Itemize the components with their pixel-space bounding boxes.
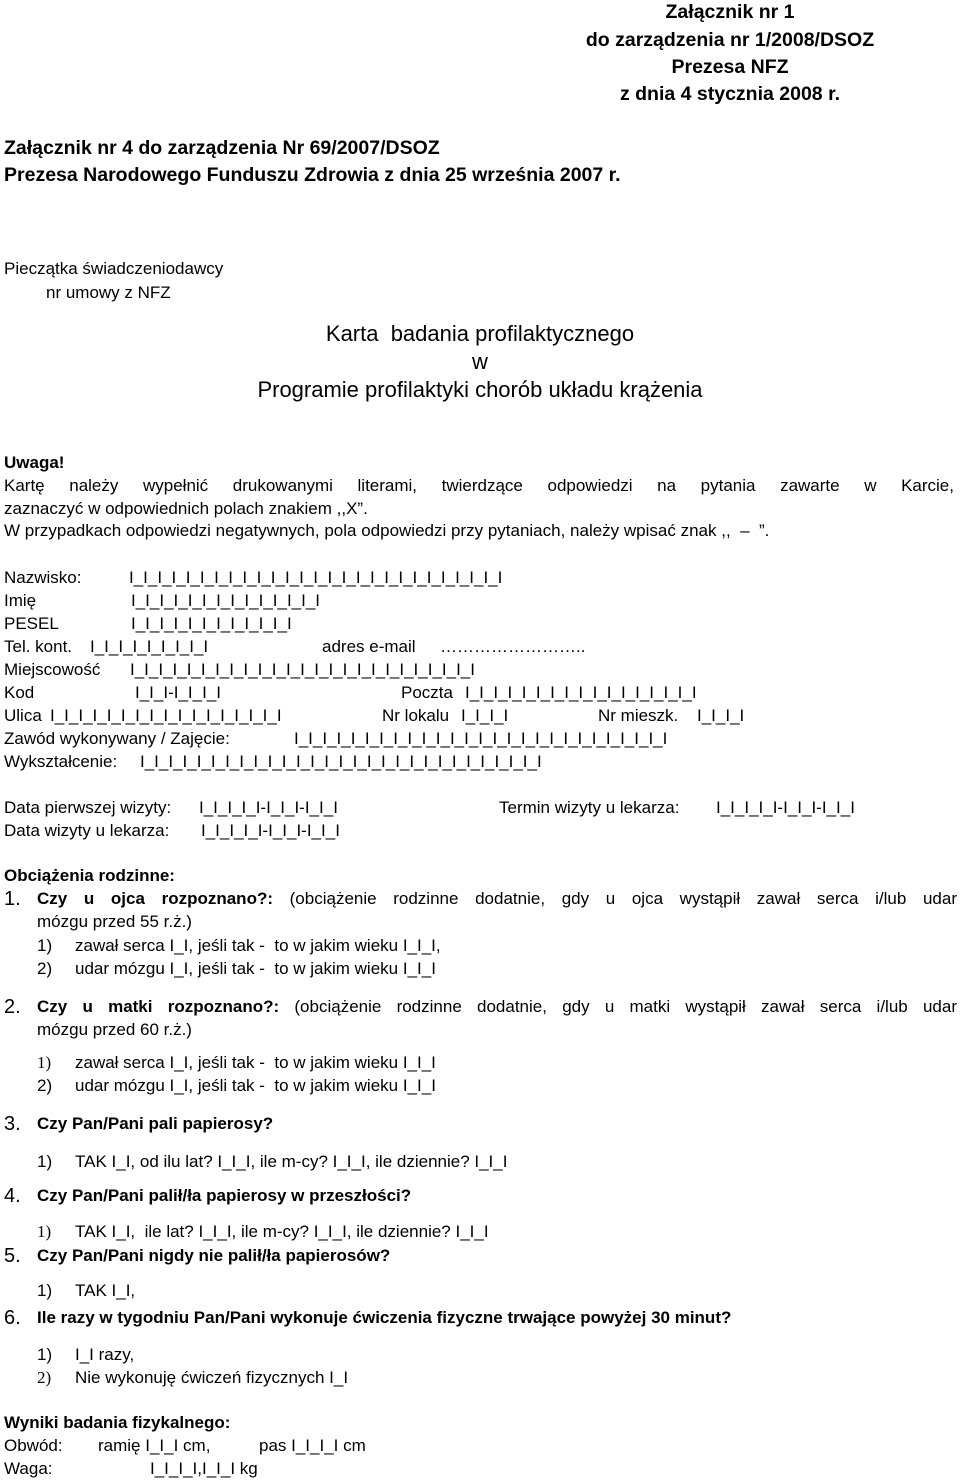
name-label: Imię (4, 591, 37, 610)
pesel-label: PESEL (4, 614, 59, 633)
postcode-label: Kod (4, 683, 35, 702)
surname-field[interactable]: I_I_I_I_I_I_I_I_I_I_I_I_I_I_I_I_I_I_I_I_I_I_I_I_I_I_I (129, 568, 503, 587)
q2-note: (obciążenie rodzinne dodatnie, gdy u matki wystąpił zawał serca i/lub udar (279, 997, 957, 1016)
card-title-line1: Karta badania profilaktycznego (325, 321, 635, 346)
flat-field[interactable]: I_I_I_I (461, 706, 509, 725)
q5-answer1-num: 1) (37, 1281, 53, 1300)
q1-answer2[interactable]: udar mózgu I_I, jeśli tak - to w jakim wieku I_I_I (75, 959, 436, 978)
notice-heading: Uwaga! (4, 453, 65, 472)
q6-answer1[interactable]: I_I razy, (75, 1345, 135, 1364)
q1-note: (obciążenie rodzinne dodatnie, gdy u ojca wystąpił zawał serca i/lub udar (273, 889, 957, 908)
doctor-term-label: Termin wizyty u lekarza: (499, 798, 680, 817)
q2-answer1[interactable]: zawał serca I_I, jeśli tak - to w jakim wieku I_I_I (75, 1053, 436, 1072)
q2-number: 2. (4, 996, 21, 1018)
q1-text (37, 889, 957, 909)
q2-question: Czy u matki rozpoznano?: (37, 997, 280, 1016)
annex-top-line2: do zarządzenia nr 1/2008/DSOZ (585, 29, 875, 51)
q3-answer1-num: 1) (37, 1152, 53, 1171)
annex-top-line4: z dnia 4 stycznia 2008 r. (619, 83, 841, 105)
flat-label: Nr lokalu (382, 706, 450, 725)
q2-answer2[interactable]: udar mózgu I_I, jeśli tak - to w jakim wieku I_I_I (75, 1076, 436, 1095)
card-title-line3: Programie profilaktyki chorób układu krążenia (257, 377, 703, 402)
pesel-field[interactable]: I_I_I_I_I_I_I_I_I_I_I_I (131, 614, 292, 633)
q3-number: 3. (4, 1113, 21, 1135)
stamp-line1: Pieczątka świadczeniodawcy (4, 259, 224, 278)
annex-top-line1: Załącznik nr 1 (665, 1, 795, 23)
q4-number: 4. (4, 1185, 21, 1207)
q6-answer1-num: 1) (37, 1345, 53, 1364)
first-visit-label: Data pierwszej wizyty: (4, 798, 172, 817)
q4-answer1[interactable]: TAK I_I, ile lat? I_I_I, ile m-cy? I_I_I, ile dziennie? I_I_I (75, 1222, 489, 1241)
q6-answer2-num: 2) (37, 1368, 52, 1387)
arm-field[interactable]: ramię I_I_I cm, (98, 1436, 211, 1455)
doctor-visit-label: Data wizyty u lekarza: (4, 821, 170, 840)
q4-answer1-num: 1) (37, 1222, 52, 1241)
annex-4-line1: Załącznik nr 4 do zarządzenia Nr 69/2007/DSOZ (4, 137, 440, 159)
q1-question: Czy u ojca rozpoznano?: (37, 889, 273, 908)
occupation-field[interactable]: I_I_I_I_I_I_I_I_I_I_I_I_I_I_I_I_I_I_I_I_I_I_I_I_I_I_I (294, 729, 668, 748)
q2-answer1-num: 1) (37, 1053, 52, 1072)
q6-number: 6. (4, 1307, 21, 1329)
q1-answer2-num: 2) (37, 959, 53, 978)
education-label: Wykształcenie: (4, 752, 118, 771)
q6-answer2[interactable]: Nie wykonuję ćwiczeń fizycznych I_I (75, 1368, 349, 1387)
email-label: adres e-mail (322, 637, 416, 656)
notice-para1-line2: zaznaczyć w odpowiednich polach znakiem ,,X”. (4, 499, 368, 518)
q1-number: 1. (4, 888, 21, 910)
street-label: Ulica (4, 706, 42, 725)
name-field[interactable]: I_I_I_I_I_I_I_I_I_I_I_I_I_I (131, 591, 321, 610)
post-office-field[interactable]: I_I_I_I_I_I_I_I_I_I_I_I_I_I_I_I_I (465, 683, 697, 702)
annex-4-line2: Prezesa Narodowego Funduszu Zdrowia z dnia 25 września 2007 r. (4, 164, 621, 186)
q5-answer1[interactable]: TAK I_I, (75, 1281, 136, 1300)
tel-label: Tel. kont. (4, 637, 73, 656)
q5-number: 5. (4, 1245, 21, 1267)
q3-answer1[interactable]: TAK I_I, od ilu lat? I_I_I, ile m-cy? I_I_I, ile dziennie? I_I_I (75, 1152, 508, 1171)
house-label: Nr mieszk. (598, 706, 679, 725)
weight-label: Waga: (4, 1459, 53, 1478)
circumference-label: Obwód: (4, 1436, 63, 1455)
physical-heading: Wyniki badania fizykalnego: (4, 1413, 231, 1432)
notice-para2: W przypadkach odpowiedzi negatywnych, pola odpowiedzi przy pytaniach, należy wpisać znak ,, – ”. (4, 521, 770, 540)
house-field[interactable]: I_I_I_I (697, 706, 745, 725)
stamp-line2: nr umowy z NFZ (46, 283, 171, 302)
city-label: Miejscowość (4, 660, 101, 679)
q1-text-line2: mózgu przed 55 r.ż.) (37, 912, 192, 931)
q3-question: Czy Pan/Pani pali papierosy? (37, 1114, 274, 1133)
weight-field[interactable]: I_I_I_I,I_I_I kg (150, 1459, 258, 1478)
surname-label: Nazwisko: (4, 568, 82, 587)
notice-para1-line1: Kartę należy wypełnić drukowanymi literami, twierdzące odpowiedzi na pytania zawarte w Karcie, (4, 476, 954, 495)
post-office-label: Poczta (401, 683, 453, 702)
q6-question: Ile razy w tygodniu Pan/Pani wykonuje ćwiczenia fizyczne trwające powyżej 30 minut? (37, 1308, 732, 1327)
q2-answer2-num: 2) (37, 1076, 53, 1095)
q5-question: Czy Pan/Pani nigdy nie palił/ła papierosów? (37, 1246, 391, 1265)
q2-text (37, 997, 957, 1017)
tel-field[interactable]: I_I_I_I_I_I_I_I_I (90, 637, 209, 656)
street-field[interactable]: I_I_I_I_I_I_I_I_I_I_I_I_I_I_I_I_I (50, 706, 282, 725)
doctor-visit-field[interactable]: I_I_I_I_I-I_I_I-I_I_I (201, 821, 340, 840)
card-title-line2: w (472, 349, 488, 374)
family-heading: Obciążenia rodzinne: (4, 866, 175, 885)
doctor-term-field[interactable]: I_I_I_I_I-I_I_I-I_I_I (716, 798, 855, 817)
education-field[interactable]: I_I_I_I_I_I_I_I_I_I_I_I_I_I_I_I_I_I_I_I_I_I_I_I_I_I_I_I_I (140, 752, 542, 771)
email-field[interactable]: …………………….. (440, 637, 586, 656)
q1-answer1-num: 1) (37, 936, 53, 955)
occupation-label: Zawód wykonywany / Zajęcie: (4, 729, 230, 748)
postcode-field[interactable]: I_I_I-I_I_I_I (135, 683, 221, 702)
waist-field[interactable]: pas I_I_I_I cm (259, 1436, 366, 1455)
q2-text-line2: mózgu przed 60 r.ż.) (37, 1020, 192, 1039)
q1-answer1[interactable]: zawał serca I_I, jeśli tak - to w jakim wieku I_I_I, (75, 936, 441, 955)
city-field[interactable]: I_I_I_I_I_I_I_I_I_I_I_I_I_I_I_I_I_I_I_I_I_I_I_I_I (130, 660, 475, 679)
first-visit-field[interactable]: I_I_I_I_I-I_I_I-I_I_I (199, 798, 338, 817)
q4-question: Czy Pan/Pani palił/ła papierosy w przeszłości? (37, 1186, 412, 1205)
annex-top-line3: Prezesa NFZ (671, 56, 789, 78)
